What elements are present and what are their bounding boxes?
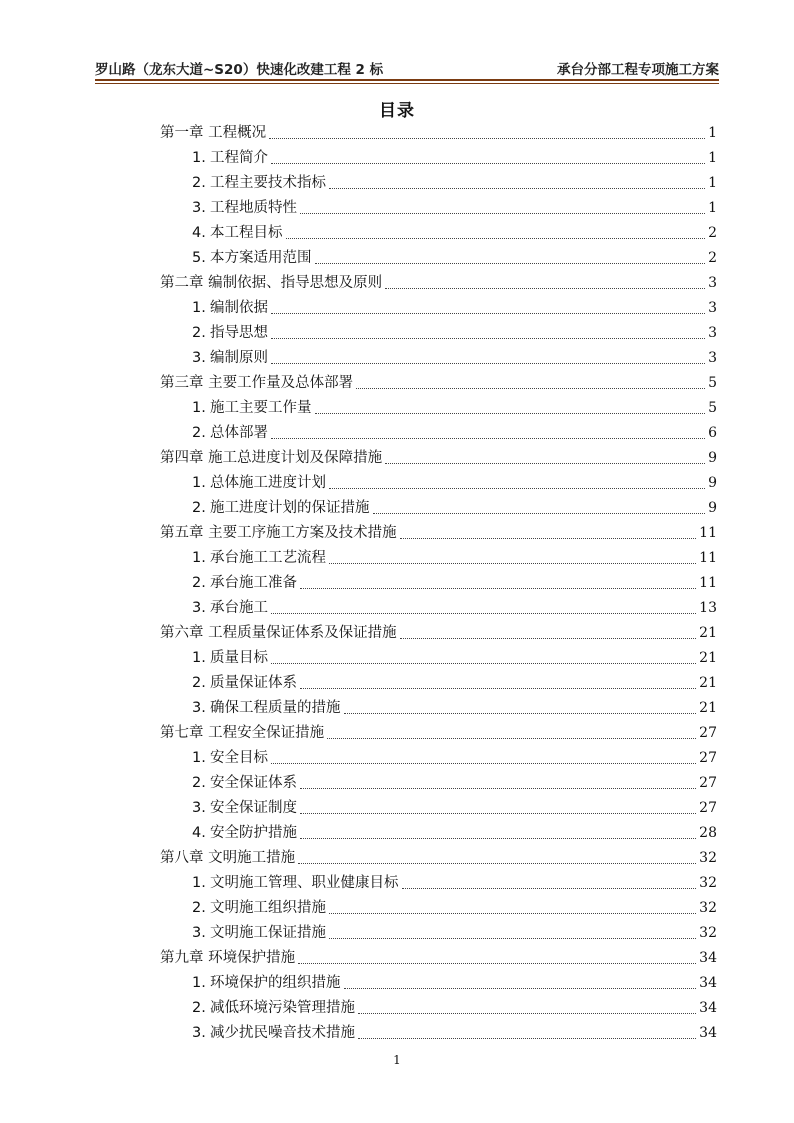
toc-dot-leader: [344, 713, 697, 714]
toc-entry-number: 3.: [192, 600, 206, 616]
toc-entry-page: 27: [699, 725, 717, 741]
toc-entry-title: [192, 398, 312, 418]
toc-entry-title: [160, 623, 397, 643]
toc-entry-label: 第一章 工程概况: [160, 125, 267, 141]
toc-dot-leader: [315, 263, 706, 264]
toc-entry-label: 本工程目标: [210, 225, 283, 241]
toc-entry-label: 减低环境污染管理措施: [210, 1000, 355, 1016]
toc-entry-label: 安全目标: [210, 750, 268, 766]
toc-entry-number: 2.: [192, 325, 206, 341]
toc-entry-label: 第九章 环境保护措施: [160, 950, 296, 966]
toc-entry-title: [192, 148, 268, 168]
toc-entry-number: 3.: [192, 350, 206, 366]
toc-chapter-entry[interactable]: [160, 368, 717, 393]
toc-section-entry[interactable]: [160, 968, 717, 993]
toc-entry-number: 2.: [192, 425, 206, 441]
toc-dot-leader: [329, 488, 705, 489]
toc-entry-title: [160, 448, 382, 468]
toc-section-entry[interactable]: [160, 168, 717, 193]
toc-dot-leader: [358, 1038, 696, 1039]
toc-entry-page: 11: [699, 575, 717, 591]
toc-dot-leader: [298, 963, 696, 964]
toc-entry-title: [160, 723, 324, 743]
toc-entry-page: 11: [699, 525, 717, 541]
toc-entry-label: 编制依据: [210, 300, 268, 316]
toc-section-entry[interactable]: [160, 793, 717, 818]
toc-dot-leader: [315, 413, 706, 414]
toc-entry-page: 9: [708, 475, 717, 491]
toc-entry-title: [192, 573, 297, 593]
toc-entry-page: 27: [699, 750, 717, 766]
toc-entry-number: 1.: [192, 400, 206, 416]
toc-dot-leader: [271, 363, 705, 364]
toc-dot-leader: [329, 938, 696, 939]
toc-entry-page: 9: [708, 500, 717, 516]
toc-entry-title: [192, 648, 268, 668]
toc-entry-page: 32: [699, 925, 717, 941]
toc-entry-page: 11: [699, 550, 717, 566]
toc-dot-leader: [300, 688, 696, 689]
toc-entry-title: [160, 273, 382, 293]
toc-entry-page: 3: [708, 275, 717, 291]
toc-dot-leader: [300, 838, 696, 839]
page-header: [95, 56, 719, 78]
toc-entry-number: 4.: [192, 825, 206, 841]
toc-entry-title: [160, 948, 295, 968]
toc-entry-title: [192, 473, 326, 493]
toc-entry-title: [192, 198, 297, 218]
toc-entry-title: [160, 123, 266, 143]
toc-entry-label: 工程地质特性: [210, 200, 297, 216]
toc-section-entry[interactable]: [160, 293, 717, 318]
toc-entry-number: 1.: [192, 750, 206, 766]
toc-entry-number: 2.: [192, 500, 206, 516]
toc-entry-label: 施工主要工作量: [210, 400, 312, 416]
toc-dot-leader: [286, 238, 706, 239]
toc-entry-label: 第五章 主要工序施工方案及技术措施: [160, 525, 397, 541]
toc-section-entry[interactable]: [160, 143, 717, 168]
toc-entry-page: 3: [708, 350, 717, 366]
toc-dot-leader: [400, 638, 697, 639]
toc-entry-page: 1: [708, 200, 717, 216]
toc-entry-page: 3: [708, 300, 717, 316]
toc-entry-title: [192, 923, 326, 943]
toc-entry-title: [192, 898, 326, 918]
toc-entry-page: 32: [699, 900, 717, 916]
toc-entry-label: 第八章 文明施工措施: [160, 850, 296, 866]
toc-dot-leader: [298, 863, 696, 864]
toc-entry-number: 3.: [192, 700, 206, 716]
toc-dot-leader: [385, 288, 705, 289]
toc-section-entry[interactable]: [160, 1018, 717, 1043]
toc-entry-page: 21: [699, 700, 717, 716]
toc-chapter-entry[interactable]: [160, 268, 717, 293]
toc-entry-page: 32: [699, 850, 717, 866]
toc-entry-number: 1.: [192, 550, 206, 566]
toc-entry-number: 3.: [192, 1025, 206, 1041]
toc-entry-title: [192, 323, 268, 343]
toc-dot-leader: [300, 788, 696, 789]
toc-entry-title: [192, 223, 283, 243]
header-rule-thin: [95, 83, 719, 84]
toc-dot-leader: [271, 763, 696, 764]
toc-entry-page: 13: [699, 600, 717, 616]
toc-entry-label: 承台施工工艺流程: [210, 550, 326, 566]
toc-section-entry[interactable]: [160, 393, 717, 418]
toc-entry-number: 3.: [192, 200, 206, 216]
toc-section-entry[interactable]: [160, 693, 717, 718]
toc-entry-page: 34: [699, 1000, 717, 1016]
toc-section-entry[interactable]: [160, 643, 717, 668]
toc-entry-page: 34: [699, 950, 717, 966]
toc-entry-number: 5.: [192, 250, 206, 266]
toc-section-entry[interactable]: [160, 418, 717, 443]
toc-section-entry[interactable]: [160, 868, 717, 893]
toc-entry-label: 工程简介: [210, 150, 268, 166]
toc-section-entry[interactable]: [160, 218, 717, 243]
toc-entry-page: 32: [699, 875, 717, 891]
toc-entry-label: 环境保护的组织措施: [210, 975, 341, 991]
toc-entry-number: 2.: [192, 175, 206, 191]
toc-entry-page: 2: [708, 225, 717, 241]
toc-entry-number: 2.: [192, 775, 206, 791]
toc-entry-page: 27: [699, 800, 717, 816]
toc-section-entry[interactable]: [160, 468, 717, 493]
toc-entry-page: 1: [708, 125, 717, 141]
toc-heading: 目录: [379, 101, 415, 121]
toc-entry-title: [192, 498, 370, 518]
toc-section-entry[interactable]: [160, 918, 717, 943]
toc-section-entry[interactable]: [160, 543, 717, 568]
toc-entry-label: 第四章 施工总进度计划及保障措施: [160, 450, 383, 466]
toc-entry-page: 21: [699, 675, 717, 691]
toc-entry-title: [192, 773, 297, 793]
table-of-contents: [160, 118, 717, 1043]
toc-entry-number: 2.: [192, 675, 206, 691]
toc-entry-page: 27: [699, 775, 717, 791]
toc-entry-label: 总体部署: [210, 425, 268, 441]
toc-entry-title: [192, 248, 312, 268]
toc-entry-title: [160, 523, 397, 543]
toc-dot-leader: [300, 813, 696, 814]
toc-dot-leader: [402, 888, 697, 889]
toc-entry-page: 34: [699, 1025, 717, 1041]
toc-entry-title: [192, 748, 268, 768]
toc-entry-title: [160, 848, 295, 868]
toc-entry-label: 减少扰民噪音技术措施: [210, 1025, 355, 1041]
toc-entry-page: 21: [699, 625, 717, 641]
toc-entry-label: 确保工程质量的措施: [210, 700, 341, 716]
toc-entry-label: 第七章 工程安全保证措施: [160, 725, 325, 741]
toc-entry-label: 总体施工进度计划: [210, 475, 326, 491]
toc-dot-leader: [329, 188, 705, 189]
toc-entry-label: 施工进度计划的保证措施: [210, 500, 370, 516]
toc-section-entry[interactable]: [160, 993, 717, 1018]
toc-section-entry[interactable]: [160, 768, 717, 793]
toc-entry-number: 2.: [192, 1000, 206, 1016]
toc-section-entry[interactable]: [160, 193, 717, 218]
toc-chapter-entry[interactable]: [160, 518, 717, 543]
toc-entry-label: 质量目标: [210, 650, 268, 666]
toc-entry-title: [160, 373, 353, 393]
toc-dot-leader: [271, 163, 705, 164]
toc-entry-label: 安全保证制度: [210, 800, 297, 816]
toc-section-entry[interactable]: [160, 493, 717, 518]
header-document-title: 承台分部工程专项施工方案: [557, 62, 719, 78]
toc-dot-leader: [373, 513, 706, 514]
toc-dot-leader: [400, 538, 697, 539]
toc-entry-title: [192, 998, 355, 1018]
toc-entry-page: 1: [708, 150, 717, 166]
toc-entry-page: 1: [708, 175, 717, 191]
toc-section-entry[interactable]: [160, 668, 717, 693]
toc-entry-label: 安全保证体系: [210, 775, 297, 791]
toc-section-entry[interactable]: [160, 818, 717, 843]
toc-entry-number: 1.: [192, 475, 206, 491]
toc-dot-leader: [329, 913, 696, 914]
toc-entry-title: [192, 348, 268, 368]
toc-dot-leader: [329, 563, 696, 564]
toc-entry-label: 承台施工: [210, 600, 268, 616]
toc-section-entry[interactable]: [160, 243, 717, 268]
toc-entry-page: 2: [708, 250, 717, 266]
toc-section-entry[interactable]: [160, 893, 717, 918]
toc-section-entry[interactable]: [160, 593, 717, 618]
toc-entry-title: [192, 673, 297, 693]
toc-dot-leader: [271, 613, 696, 614]
toc-entry-title: [192, 598, 268, 618]
toc-entry-number: 2.: [192, 575, 206, 591]
toc-entry-title: [192, 298, 268, 318]
toc-entry-label: 编制原则: [210, 350, 268, 366]
toc-entry-title: [192, 798, 297, 818]
toc-dot-leader: [271, 313, 705, 314]
toc-dot-leader: [300, 588, 696, 589]
toc-dot-leader: [358, 1013, 696, 1014]
toc-chapter-entry[interactable]: [160, 943, 717, 968]
toc-entry-page: 9: [708, 450, 717, 466]
toc-entry-label: 承台施工准备: [210, 575, 297, 591]
toc-entry-label: 第六章 工程质量保证体系及保证措施: [160, 625, 397, 641]
toc-entry-number: 3.: [192, 800, 206, 816]
toc-entry-page: 34: [699, 975, 717, 991]
toc-chapter-entry[interactable]: [160, 843, 717, 868]
toc-entry-label: 工程主要技术指标: [210, 175, 326, 191]
toc-entry-label: 第二章 编制依据、指导思想及原则: [160, 275, 383, 291]
toc-entry-label: 质量保证体系: [210, 675, 297, 691]
toc-entry-page: 5: [708, 375, 717, 391]
toc-entry-title: [192, 1023, 355, 1043]
toc-section-entry[interactable]: [160, 568, 717, 593]
toc-chapter-entry[interactable]: [160, 443, 717, 468]
toc-chapter-entry[interactable]: [160, 618, 717, 643]
toc-entry-title: [192, 173, 326, 193]
toc-entry-label: 第三章 主要工作量及总体部署: [160, 375, 354, 391]
header-rule-thick: [95, 79, 719, 81]
toc-entry-title: [192, 973, 341, 993]
toc-entry-number: 4.: [192, 225, 206, 241]
toc-dot-leader: [385, 463, 705, 464]
toc-section-entry[interactable]: [160, 318, 717, 343]
header-project-title: 罗山路（龙东大道~S20）快速化改建工程 2 标: [95, 62, 384, 78]
toc-entry-page: 6: [708, 425, 717, 441]
toc-entry-number: 1.: [192, 650, 206, 666]
toc-entry-title: [192, 548, 326, 568]
toc-entry-title: [192, 423, 268, 443]
page-number: 1: [393, 1053, 401, 1067]
toc-section-entry[interactable]: [160, 343, 717, 368]
toc-entry-label: 文明施工管理、职业健康目标: [210, 875, 399, 891]
toc-entry-title: [192, 873, 399, 893]
toc-entry-page: 5: [708, 400, 717, 416]
toc-entry-label: 安全防护措施: [210, 825, 297, 841]
toc-entry-title: [192, 823, 297, 843]
toc-entry-label: 文明施工保证措施: [210, 925, 326, 941]
toc-dot-leader: [327, 738, 696, 739]
toc-entry-number: 1.: [192, 150, 206, 166]
toc-entry-number: 3.: [192, 925, 206, 941]
toc-dot-leader: [271, 338, 705, 339]
toc-dot-leader: [271, 663, 696, 664]
toc-dot-leader: [271, 438, 705, 439]
toc-dot-leader: [269, 138, 705, 139]
toc-dot-leader: [344, 988, 697, 989]
toc-entry-page: 3: [708, 325, 717, 341]
toc-entry-number: 1.: [192, 300, 206, 316]
toc-entry-label: 文明施工组织措施: [210, 900, 326, 916]
toc-section-entry[interactable]: [160, 743, 717, 768]
toc-entry-number: 1.: [192, 875, 206, 891]
toc-chapter-entry[interactable]: [160, 718, 717, 743]
toc-dot-leader: [300, 213, 705, 214]
toc-entry-number: 2.: [192, 900, 206, 916]
toc-chapter-entry[interactable]: [160, 118, 717, 143]
toc-entry-label: 指导思想: [210, 325, 268, 341]
toc-entry-page: 21: [699, 650, 717, 666]
toc-entry-number: 1.: [192, 975, 206, 991]
toc-dot-leader: [356, 388, 705, 389]
toc-entry-title: [192, 698, 341, 718]
toc-entry-label: 本方案适用范围: [210, 250, 312, 266]
toc-entry-page: 28: [699, 825, 717, 841]
